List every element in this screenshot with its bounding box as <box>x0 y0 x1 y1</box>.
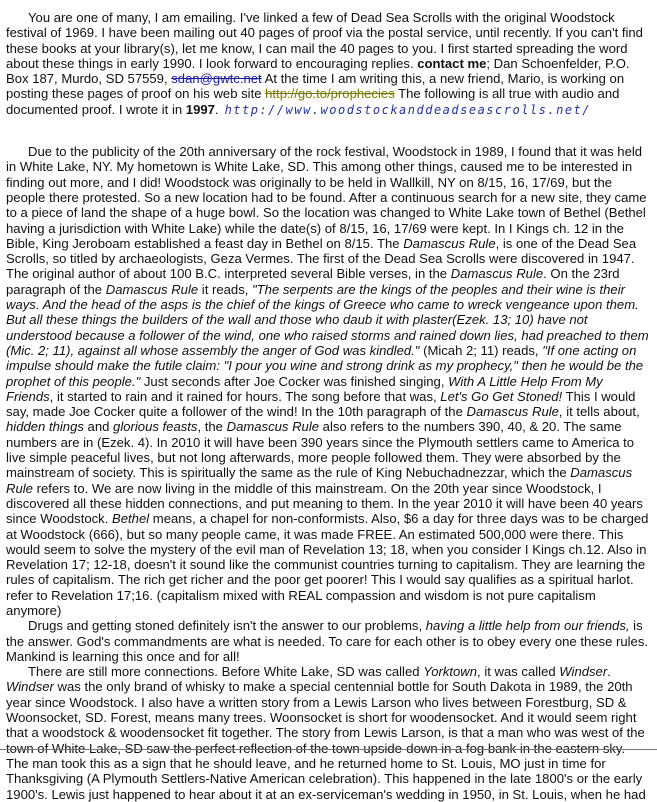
handwritten-url: http://www.woodstockanddeadseascrolls.net/ <box>224 102 591 117</box>
song-title: Let's Go Get Stoned! <box>440 388 563 404</box>
para2-quote: "The serpents are the kings of the peoples and their wine is their ways. And the head of the asps is the chief of the kings of Greece who came to wreck vengeance upon them. But all these things the builders of the wall and those who daub it with plaster(Ezek. 13; 10) have not understood because a follower of the wind, one who raised storms and rained down lies, had preached to them (Mic. 2; 11), against all whose assembly the anger of God was kindled." <box>6 281 649 358</box>
paragraph-gap <box>6 118 651 144</box>
para4-text: was the only brand of whisky to make a special centennial bottle for South Dakota in 1989, the 20th year since Woodstock. I also have a written story from a Lewis Larson who lives between Forestburg, SD & Woonsocket, SD. Forest, means many trees. Woonsocket is short for woodensocket. And it would seem right that a woodstock & woodensocket fit together. The story from Lewis Larson, is that a man who was west of the town of White Lake, SD saw the perfect reflection of the town upside-down in a fog bank in the eastern sky. The man took this as a sign that he should leave, and he returned home to St. Louis, MO just in time for Thanksgiving (A Plymouth Settlers-Native American celebration). This happened in the late 1800's or the early 1900's. Lewis just happened to hear about it at an ex-serviceman's wedding in 1950, in St. Louis, when he had <box>6 679 646 802</box>
para2-text: also refers to the numbers 390, 40, & 20. The same numbers are in (Ezek. 4). In 2010 it will have been 390 years since the Plymouth settlers came to America to live simple peaceful lives, but not long afterwards, more people followed them. They were absorbed by the mainstream of society. This is spiritually the same as the rule of King Nebuchadnezzar, which the <box>6 419 635 481</box>
intro-text-3: The following is all true with audio and documented proof. I wrote it in <box>6 86 620 117</box>
para2-italic: Damascus Rule <box>403 235 496 251</box>
para2-italic: Damascus Rule <box>105 281 199 297</box>
intro-paragraph <box>6 10 651 118</box>
para2-italic: Damascus Rule <box>6 465 633 496</box>
para2-text: Due to the publicity of the 20th anniversary of the rock festival, Woodstock in 1989, I found that it was held in White Lake, NY. My hometown is White Lake, SD. This among other things, caused me to be interested in finding out more, and I did! Woodstock was originally to be held in Wallkill, NY on 8/15, 16, 17/69, but the people there protested. So a new location had to be found. After a continuous search for a new site, they came to a piece of land the shape of a huge bowl. So the location was changed to White Lake town of Bethel (Bethel having a jurisdiction with White Lake) while the date(s) of 8/15, 16, 17/69 were kept. In I Kings ch. 12 in the Bible, King Jeroboam established a feast day in Bethel on 8/15. The <box>6 144 647 251</box>
woodstock-paragraph <box>6 144 651 618</box>
para3-italic: having a little help from our friends, <box>425 618 630 634</box>
contact-text: ; Dan Schoenfelder, P.O. Box 187, Murdo, SD 57559, <box>6 55 630 87</box>
para2-text: , it started to rain and it rained for hours. The song before that was, <box>49 388 437 404</box>
para3-text: is the answer. God's commandments are what is needed. To care for each other is to obey every one these rules. Mankind is learning this once and for all! <box>6 618 649 664</box>
para2-text: (Micah 2; 11) reads, <box>423 342 539 358</box>
para4-text: There are still more connections. Before White Lake, SD was called <box>28 664 420 680</box>
para4-italic: Windser <box>6 679 54 695</box>
para2-italic: hidden things <box>6 419 84 435</box>
intro-period: . <box>214 101 219 117</box>
contact-label: contact me <box>417 55 487 71</box>
drugs-paragraph <box>6 618 651 664</box>
para2-text: This I would say, made Joe Cocker quite a follower of the wind! In the 10th paragraph of the <box>6 388 636 420</box>
para4-italic: Windser <box>559 664 608 680</box>
para2-text: it reads, <box>201 281 249 297</box>
para4-italic: Yorktown <box>423 664 478 680</box>
para2-text: , the <box>197 419 223 435</box>
para4-text: . <box>607 664 611 680</box>
para2-text: refers to. We are now living in the middle of this mainstream. On the 20th year since Woodstock, I discovered all these hidden connections, and put meaning to them. In the year 2010 it will have been 40 years since Woodstock. <box>6 480 643 527</box>
para2-text: means, a chapel for non-conformists. Also, $6 a day for three days was to be charged at Woodstock (666), but so many people came, it was made FREE. An estimated 500,000 were there. This would seem to solve the mystery of the evil man of Revelation 13; 18, when you consider I Kings ch.12. Also in Revelation 17; 12-18, doesn't it sound like the communist countries turning to capitalism. They are learning the rules of capitalism. The rich get richer and the poor get poorer! This I would say qualifies as a spiritual harlot. refer to Revelation 17;16. (capitalism mixed with REAL compassion and wisdom is not pure capitalism anymore) <box>6 511 649 618</box>
para2-italic: Damascus Rule <box>226 419 320 435</box>
para2-text: . On the 23rd paragraph of the <box>6 266 620 297</box>
page-bottom-rule <box>0 749 657 750</box>
para2-italic: Damascus Rule <box>450 266 544 282</box>
struck-website-link[interactable]: http://go.to/prophecies <box>265 86 395 102</box>
para2-italic: Damascus Rule <box>466 404 559 420</box>
para2-quote: "If one acting on impulse should make the futile claim: "I pour you wine and strong drink as my prophecy," then he would be the prophet of this people." <box>6 342 644 389</box>
struck-email-link[interactable]: sdan@gwtc.net <box>171 71 262 87</box>
para2-text: Just seconds after Joe Cocker was finished singing, <box>143 373 445 389</box>
connections-paragraph <box>6 664 651 802</box>
year-written: 1997 <box>185 101 215 117</box>
para3-text: Drugs and getting stoned definitely isn't the answer to our problems, <box>28 618 423 634</box>
para4-text: , it was called <box>477 664 556 680</box>
intro-text-2: At the time I am writing this, a new friend, Mario, is working on posting these pages of proof on his web site <box>6 71 625 102</box>
para2-italic: Bethel <box>112 511 150 527</box>
para2-text: , is one of the Dead Sea Scrolls, so titled by archaeologists, Geza Vermes. The first of the Dead Sea Scrolls were discovered in 1947. The original author of about 100 B.C. interpreted several Bible verses, in the <box>6 235 637 282</box>
intro-text: You are one of many, I am emailing. I've linked a few of Dead Sea Scrolls with the original Woodstock festival of 1969. I have been mailing out 40 pages of proof via the postal service, until recently. If you can't find these books at your library(s), let me know, I can mail the 40 pages to you. I first started spreading the word about these things in early 1990. I look forward to encouraging replies. <box>6 10 643 71</box>
para2-text: and <box>87 419 110 435</box>
song-title: With A Little Help From My Friends <box>6 373 603 404</box>
para2-text: , it tells about, <box>558 404 640 420</box>
para2-italic: glorious feasts <box>113 419 198 435</box>
